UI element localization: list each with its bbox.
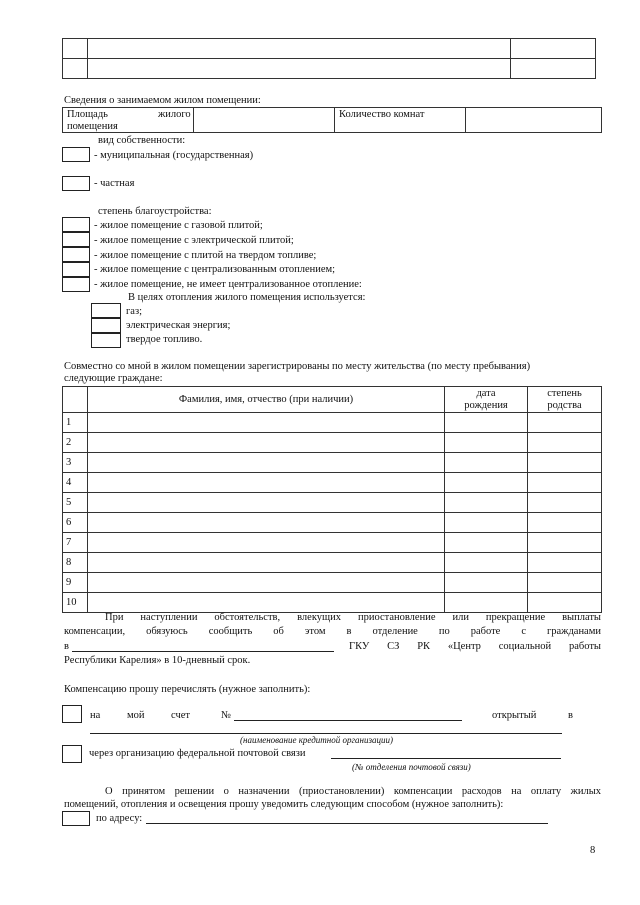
name-cell[interactable] [88,593,445,613]
table-row [63,413,602,433]
relation-cell[interactable] [528,453,602,473]
table-row [63,593,602,613]
post-office-field[interactable] [331,758,561,759]
top-cell[interactable] [63,59,88,79]
row-number: 5 [63,493,88,513]
table-row [63,573,602,593]
bank-word: № [221,710,232,721]
municipal-label: - муниципальная (государственная) [94,150,254,161]
row-number: 2 [63,433,88,453]
area-label-3: помещения [67,121,118,132]
date-cell[interactable] [445,473,528,493]
private-checkbox[interactable] [62,176,90,191]
top-cell[interactable] [511,39,596,59]
date-cell[interactable] [445,553,528,573]
relation-cell[interactable] [528,533,602,553]
date-cell[interactable] [445,413,528,433]
row-number: 3 [63,453,88,473]
table-row [63,473,602,493]
row-number: 8 [63,553,88,573]
area-label-1: Площадь [67,109,108,120]
heating-checkbox-solid-fuel[interactable] [91,333,121,348]
bank-word: на [90,710,101,721]
relation-cell[interactable] [528,553,602,573]
comfort-item: - жилое помещение, не имеет централизованное отопление: [94,279,362,290]
department-field[interactable] [72,651,334,652]
top-cell[interactable] [511,59,596,79]
name-cell[interactable] [88,533,445,553]
comfort-checkbox-solid-fuel[interactable] [62,247,90,262]
name-cell[interactable] [88,433,445,453]
col-name: Фамилия, имя, отчество (при наличии) [178,393,354,405]
header-relation-cell [528,387,602,413]
date-cell[interactable] [445,453,528,473]
residents-intro-2: следующие граждане: [64,373,163,384]
row-number: 1 [63,413,88,433]
decision-line-1: О принятом решении о назначении (приостановлении) компенсации расходов на оплату жилых [105,786,601,797]
bank-word: мой [127,710,145,721]
housing-table [62,107,602,133]
heating-item: твердое топливо. [126,334,203,345]
name-cell[interactable] [88,473,445,493]
housing-heading: Сведения о занимаемом жилом помещении: [64,95,261,106]
ownership-heading: вид собственности: [98,135,186,146]
row-number: 10 [63,593,88,613]
date-cell[interactable] [445,533,528,553]
post-checkbox[interactable] [62,745,82,763]
notice-line-1: При наступлении обстоятельств, влекущих приостановление или прекращение выплаты [105,612,601,623]
rooms-label-cell [335,108,466,133]
relation-cell[interactable] [528,413,602,433]
name-cell[interactable] [88,413,445,433]
residents-intro-1: Совместно со мной в жилом помещении зарегистрированы по месту жительства (по месту пребывания) [64,361,531,372]
table-row [63,533,602,553]
rooms-label: Количество комнат [339,109,425,120]
name-cell[interactable] [88,453,445,473]
bank-account-checkbox[interactable] [62,705,82,723]
comfort-item: - жилое помещение с централизованным отоплением; [94,264,336,275]
relation-cell[interactable] [528,593,602,613]
col-date-2: рождения [464,399,508,411]
comfort-checkbox-no-central-heating[interactable] [62,277,90,292]
address-checkbox[interactable] [62,811,90,826]
table-row [63,553,602,573]
date-cell[interactable] [445,493,528,513]
top-cell[interactable] [88,59,511,79]
heating-item: газ; [126,306,143,317]
date-cell[interactable] [445,573,528,593]
heating-item: электрическая энергия; [126,320,231,331]
area-label-2: жилого [158,109,191,120]
header-number-cell [63,387,88,413]
private-label: - частная [94,178,135,189]
top-table-fragment [62,38,596,78]
top-cell[interactable] [63,39,88,59]
col-rel-2: родства [547,399,582,411]
row-number: 6 [63,513,88,533]
header-date-cell [445,387,528,413]
relation-cell[interactable] [528,473,602,493]
opened-label: открытый [492,710,537,721]
relation-cell[interactable] [528,513,602,533]
comfort-checkbox-electric[interactable] [62,232,90,247]
relation-cell[interactable] [528,433,602,453]
comfort-item: - жилое помещение с плитой на твердом топливе; [94,250,317,261]
address-field[interactable] [146,823,548,824]
area-value-cell[interactable] [194,108,335,133]
name-cell[interactable] [88,493,445,513]
date-cell[interactable] [445,513,528,533]
name-cell[interactable] [88,553,445,573]
heating-checkbox-gas[interactable] [91,303,121,318]
date-cell[interactable] [445,593,528,613]
post-note: (№ отделения почтовой связи) [352,762,471,772]
area-label-cell [63,108,194,133]
comfort-checkbox-central-heating[interactable] [62,262,90,277]
bank-note: (наименование кредитной организации) [240,735,393,745]
table-row [63,433,602,453]
row-number: 4 [63,473,88,493]
bank-name-field[interactable] [90,733,562,734]
comfort-item: - жилое помещение с газовой плитой; [94,220,263,231]
notice-line-3-prefix: в [64,641,69,652]
relation-cell[interactable] [528,493,602,513]
comfort-checkbox-gas[interactable] [62,217,90,232]
header-name-cell [88,387,445,413]
comfort-item: - жилое помещение с электрической плитой; [94,235,294,246]
date-cell[interactable] [445,433,528,453]
table-row [63,513,602,533]
row-number: 7 [63,533,88,553]
residents-table [62,386,602,613]
decision-line-2: помещений, отопления и освещения прошу уведомить следующим способом (нужное заполнить): [64,799,504,810]
name-cell[interactable] [88,573,445,593]
post-label: через организацию федеральной почтовой связи [89,748,306,759]
address-label: по адресу: [96,813,143,824]
comfort-heading: степень благоустройства: [98,206,212,217]
row-number: 9 [63,573,88,593]
name-cell[interactable] [88,513,445,533]
notice-line-2: компенсации, обязуюсь сообщить об этом в отделение по работе с гражданами [64,626,601,637]
rooms-value-cell[interactable] [466,108,602,133]
notice-line-4: Республики Карелия» в 10-дневный срок. [64,655,251,666]
bank-word: счет [171,710,190,721]
table-row [63,493,602,513]
municipal-checkbox[interactable] [62,147,90,162]
in-label: в [568,710,573,721]
notice-line-3-suffix: ГКУ СЗ РК «Центр социальной работы [349,641,601,652]
col-rel-1: степень [547,387,582,399]
top-cell[interactable] [88,39,511,59]
relation-cell[interactable] [528,573,602,593]
heating-checkbox-electric[interactable] [91,318,121,333]
payment-heading: Компенсацию прошу перечислять (нужное заполнить): [64,684,311,695]
table-row [63,453,602,473]
account-number-field[interactable] [234,720,462,721]
page-number: 8 [590,845,596,856]
heating-heading: В целях отопления жилого помещения используется: [128,292,366,303]
col-date-1: дата [476,387,496,399]
